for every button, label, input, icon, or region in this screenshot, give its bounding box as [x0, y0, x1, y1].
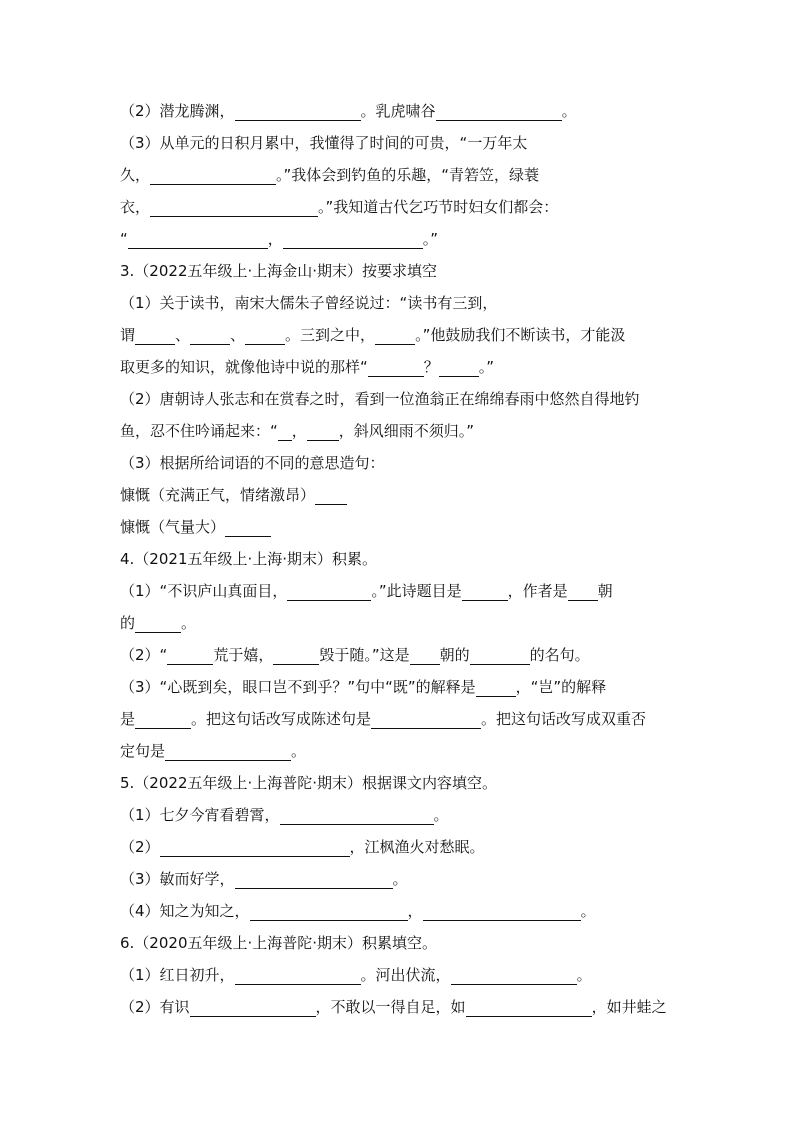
text-segment: （2）唐朝诗人张志和在赏春之时，看到一位渔翁正在绵绵春雨中悠然自得地钓	[120, 390, 640, 408]
text-segment: “	[120, 230, 128, 248]
text-line	[120, 101, 577, 121]
text-segment: 。乳虎啸谷	[360, 102, 436, 120]
text-segment: 。三到之中，	[285, 326, 376, 344]
text-segment: 定句是	[120, 742, 166, 760]
text-segment: 毁于随。”这是	[319, 646, 410, 664]
text-segment: （1）红日初升，	[120, 966, 235, 984]
text-segment: 。	[433, 806, 449, 824]
text-segment: （3）“心既到矣，眼口岂不到乎？”句中“既”的解释是	[120, 678, 476, 696]
text-segment: 。	[576, 966, 592, 984]
fill-in-blank[interactable]	[165, 744, 291, 761]
text-line	[120, 229, 438, 249]
fill-in-blank[interactable]	[287, 584, 371, 601]
fill-in-blank[interactable]	[436, 104, 562, 121]
fill-in-blank[interactable]	[235, 968, 361, 985]
text-segment: 取更多的知识，就像他诗中说的那样“	[120, 358, 368, 376]
fill-in-blank[interactable]	[273, 648, 319, 665]
fill-in-blank[interactable]	[190, 328, 230, 345]
fill-in-blank[interactable]	[245, 328, 285, 345]
text-segment: 。”	[478, 358, 495, 376]
text-line	[120, 677, 606, 697]
text-segment: 。”他鼓励我们不断读书，才能汲	[415, 326, 626, 344]
fill-in-blank[interactable]	[307, 424, 339, 441]
text-line	[120, 901, 596, 921]
text-line	[120, 453, 385, 473]
fill-in-blank[interactable]	[135, 616, 181, 633]
text-line	[120, 133, 527, 153]
text-segment: 。”我体会到钓鱼的乐趣，“青箬笠，绿蓑	[276, 166, 540, 184]
text-segment: ，不敢以一得自足，如	[315, 998, 466, 1016]
text-segment: （3）敏而好学，	[120, 870, 235, 888]
text-line	[120, 709, 646, 729]
text-segment: （1）关于读书，南宋大儒朱子曾经说过：“读书有三到，	[120, 294, 498, 312]
text-line	[120, 741, 306, 761]
fill-in-blank[interactable]	[128, 232, 268, 249]
text-segment: （1）“不识庐山真面目，	[120, 582, 288, 600]
text-segment: 。	[561, 102, 577, 120]
text-segment: 5.（2022五年级上·上海普陀·期末）根据课文内容填空。	[120, 774, 498, 792]
text-line	[120, 389, 640, 409]
fill-in-blank[interactable]	[150, 200, 318, 217]
text-segment: （2）	[120, 838, 160, 856]
text-segment: 衣，	[120, 198, 151, 216]
fill-in-blank[interactable]	[135, 328, 175, 345]
fill-in-blank[interactable]	[423, 904, 581, 921]
text-segment: 。”	[422, 230, 439, 248]
text-line	[120, 997, 667, 1017]
text-segment: ，江枫渔火对愁眠。	[349, 838, 485, 856]
fill-in-blank[interactable]	[466, 1000, 592, 1017]
text-line	[120, 869, 408, 889]
text-line	[120, 293, 497, 313]
text-segment: 荒于嬉，	[213, 646, 274, 664]
fill-in-blank[interactable]	[235, 872, 393, 889]
fill-in-blank[interactable]	[167, 648, 213, 665]
text-line	[120, 773, 497, 793]
text-segment: 鱼，忍不住吟诵起来：“	[120, 422, 278, 440]
text-line	[120, 965, 592, 985]
text-segment: 。	[291, 742, 307, 760]
fill-in-blank[interactable]	[439, 360, 479, 377]
text-segment: 朝	[597, 582, 613, 600]
text-segment: 谓	[120, 326, 136, 344]
text-line	[120, 805, 449, 825]
text-segment: 。河出伏流，	[360, 966, 451, 984]
fill-in-blank[interactable]	[375, 328, 415, 345]
text-line	[120, 485, 347, 505]
fill-in-blank[interactable]	[476, 680, 516, 697]
text-segment: 是	[120, 710, 136, 728]
text-segment: 慷慨（充满正气，情绪激昂）	[120, 486, 316, 504]
text-segment: 、	[230, 326, 246, 344]
text-line	[120, 421, 474, 441]
fill-in-blank[interactable]	[235, 104, 361, 121]
text-line	[120, 197, 558, 217]
text-line	[120, 645, 590, 665]
text-segment: 4.（2021五年级上·上海·期末）积累。	[120, 550, 378, 568]
text-segment: 。	[392, 870, 408, 888]
text-line	[120, 549, 377, 569]
text-segment: 的	[120, 614, 136, 632]
text-segment: 的名句。	[529, 646, 590, 664]
text-segment: （2）“	[120, 646, 168, 664]
text-segment: （2）潜龙腾渊，	[120, 102, 235, 120]
text-segment: 3.（2022五年级上·上海金山·期末）按要求填空	[120, 262, 438, 280]
fill-in-blank[interactable]	[368, 360, 424, 377]
text-line	[120, 933, 437, 953]
text-line	[120, 837, 485, 857]
fill-in-blank[interactable]	[462, 584, 508, 601]
fill-in-blank[interactable]	[135, 712, 191, 729]
text-segment: 。”此诗题目是	[371, 582, 462, 600]
fill-in-blank[interactable]	[283, 232, 423, 249]
text-line	[120, 581, 613, 601]
text-line	[120, 517, 271, 537]
fill-in-blank[interactable]	[315, 488, 347, 505]
text-segment: 。”我知道古代乞巧节时妇女们都会：	[318, 198, 559, 216]
text-segment: ，“岂”的解释	[515, 678, 607, 696]
text-segment: 朝的	[439, 646, 470, 664]
fill-in-blank[interactable]	[150, 168, 276, 185]
text-line	[120, 357, 494, 377]
fill-in-blank[interactable]	[280, 808, 434, 825]
text-segment: （1）七夕今宵看碧霄，	[120, 806, 280, 824]
text-segment: （3）根据所给词语的不同的意思造句：	[120, 454, 385, 472]
text-segment: ，	[407, 902, 423, 920]
text-line	[120, 165, 539, 185]
fill-in-blank[interactable]	[160, 840, 350, 857]
fill-in-blank[interactable]	[250, 904, 408, 921]
fill-in-blank[interactable]	[410, 648, 440, 665]
text-segment: 、	[175, 326, 191, 344]
fill-in-blank[interactable]	[225, 520, 271, 537]
text-segment: 。	[580, 902, 596, 920]
text-segment: ，作者是	[507, 582, 568, 600]
text-segment: 6.（2020五年级上·上海普陀·期末）积累填空。	[120, 934, 438, 952]
text-segment: 。把这句话改写成陈述句是	[191, 710, 372, 728]
text-line	[120, 613, 196, 633]
fill-in-blank[interactable]	[470, 648, 530, 665]
text-line	[120, 261, 437, 281]
text-segment: 慷慨（气量大）	[120, 518, 226, 536]
text-segment: ，如井蛙之	[591, 998, 667, 1016]
text-segment: ？	[423, 358, 439, 376]
text-segment: 。把这句话改写成双重否	[481, 710, 647, 728]
text-segment: （3）从单元的日积月累中，我懂得了时间的可贵，“一万年太	[120, 134, 528, 152]
text-segment: （4）知之为知之，	[120, 902, 250, 920]
text-line	[120, 325, 625, 345]
text-segment: ，斜风细雨不须归。”	[338, 422, 475, 440]
text-segment: 。	[181, 614, 197, 632]
text-segment: ，	[267, 230, 283, 248]
fill-in-blank[interactable]	[568, 584, 598, 601]
text-segment: （2）有识	[120, 998, 190, 1016]
fill-in-blank[interactable]	[278, 424, 292, 441]
fill-in-blank[interactable]	[371, 712, 481, 729]
text-segment: ，	[291, 422, 307, 440]
fill-in-blank[interactable]	[451, 968, 577, 985]
fill-in-blank[interactable]	[190, 1000, 316, 1017]
text-segment: 久，	[120, 166, 151, 184]
